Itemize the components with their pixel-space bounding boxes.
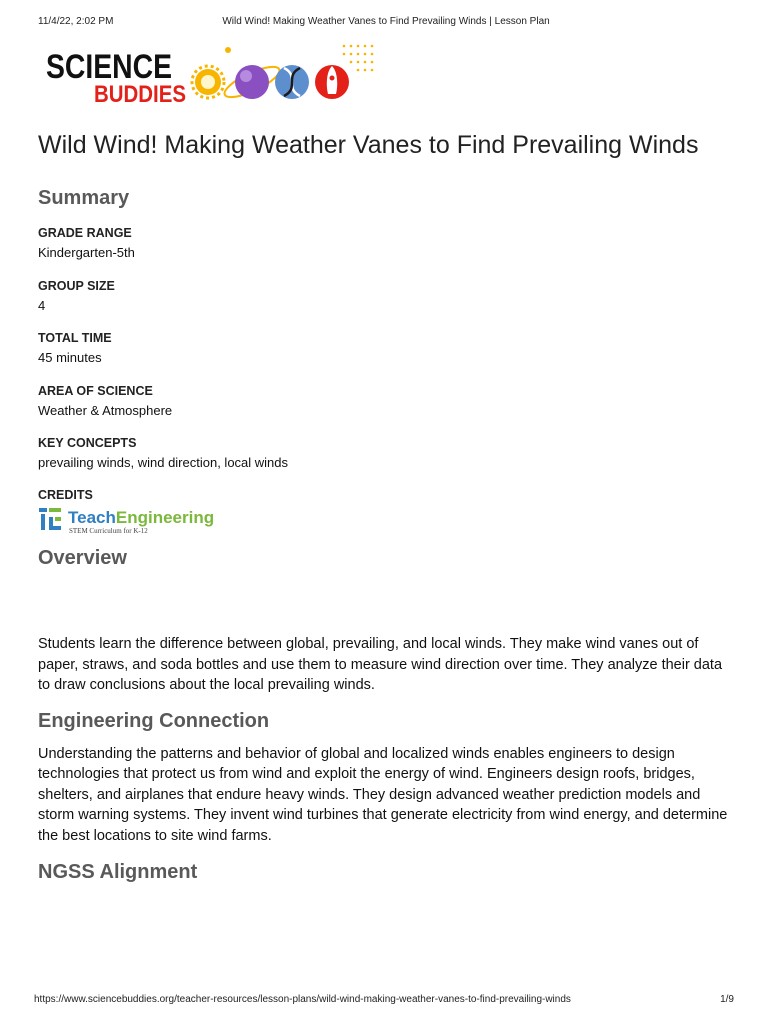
field-label: GROUP SIZE	[38, 279, 115, 293]
summary-field-grade-range	[38, 225, 738, 262]
svg-text:TeachEngineering	[68, 508, 214, 527]
print-url: https://www.sciencebuddies.org/teacher-resources/lesson-plans/wild-wind-making-weather-vanes-to-find-prevailing-winds	[34, 994, 571, 1005]
print-datetime: 11/4/22, 2:02 PM	[38, 16, 114, 27]
ngss-heading: NGSS Alignment	[38, 861, 198, 883]
te-tagline: STEM Curriculum for K-12	[69, 527, 148, 535]
print-page-number: 1/9	[720, 994, 734, 1005]
te-brand-part2: Engineering	[115, 508, 215, 527]
planet-icon	[221, 47, 283, 103]
science-buddies-logo[interactable]	[44, 42, 384, 112]
field-value: 4	[38, 298, 46, 313]
summary-heading: Summary	[38, 187, 130, 209]
summary-field-key-concepts	[38, 435, 738, 472]
rocket-icon	[315, 65, 349, 99]
field-label: GRADE RANGE	[38, 226, 132, 240]
teachengineering-mark-icon	[39, 508, 61, 530]
credits-label: CREDITS	[38, 488, 93, 502]
field-value: 45 minutes	[38, 350, 102, 365]
overview-text: Students learn the difference between global, prevailing, and local winds. They make wind vanes out of paper, straws, and soda bottles and use them to measure wind direction over time. They analyze their data to draw conclusions about the local prevailing winds.	[38, 636, 723, 693]
dna-icon	[275, 65, 309, 99]
teachengineering-logo[interactable]	[38, 506, 238, 536]
overview-heading: Overview	[38, 547, 127, 569]
field-label: KEY CONCEPTS	[38, 436, 137, 450]
te-brand-part1: Teach	[68, 508, 116, 527]
print-page-title: Wild Wind! Making Weather Vanes to Find Prevailing Winds | Lesson Plan	[222, 16, 550, 27]
summary-credits	[38, 487, 738, 536]
sun-icon	[192, 66, 224, 98]
logo-text-science: SCIENCE	[46, 48, 172, 86]
lesson-content	[38, 130, 738, 884]
field-label: TOTAL TIME	[38, 331, 112, 345]
print-header	[38, 16, 734, 30]
logo-text-buddies: BUDDIES	[94, 81, 186, 108]
engineering-connection-heading: Engineering Connection	[38, 709, 270, 732]
engineering-connection-text: Understanding the patterns and behavior of global and localized winds enables engineers to design technologies that protect us from wind and exploit the energy of wind. Engineers design roofs, bridges, shelters, and airplanes that endure heavy winds. They design advanced weather prediction models and storm warning systems. They invent wind turbines that generate electricity from wind energy, and determine the best locations to site wind farms.	[38, 745, 728, 844]
field-value: prevailing winds, wind direction, local winds	[38, 455, 289, 470]
print-footer	[34, 994, 734, 1008]
summary-field-group-size	[38, 278, 738, 315]
field-value: Weather & Atmosphere	[38, 403, 173, 418]
page-title: Wild Wind! Making Weather Vanes to Find Prevailing Winds	[38, 131, 699, 159]
field-value: Kindergarten-5th	[38, 245, 135, 260]
summary-field-total-time	[38, 330, 738, 367]
field-label: AREA OF SCIENCE	[38, 384, 153, 398]
dot-pattern-icon	[343, 45, 374, 72]
summary-field-area-of-science	[38, 383, 738, 420]
